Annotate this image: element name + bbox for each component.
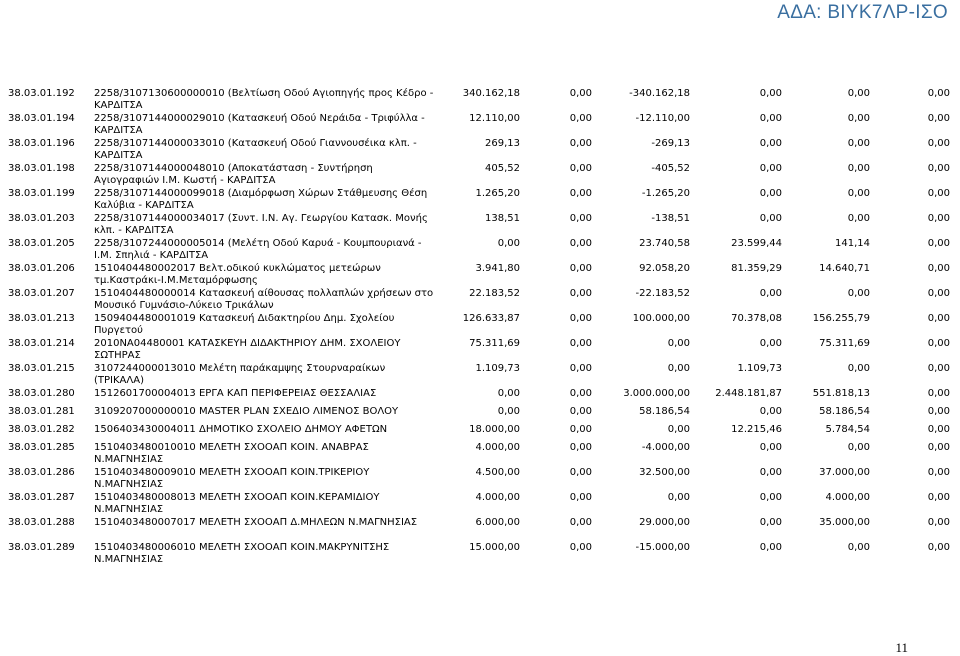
amount-cell-1: 0,00 <box>497 388 520 399</box>
table-row <box>6 388 952 406</box>
account-code-cell: 38.03.01.215 <box>8 363 75 374</box>
amount-cell-1: 22.183,52 <box>469 288 520 299</box>
amount-cell-3: 32.500,00 <box>639 467 690 478</box>
amount-cell-3: 23.740,58 <box>639 238 690 249</box>
amount-cell-2: 0,00 <box>569 442 592 453</box>
table-row <box>6 542 952 567</box>
table-row <box>6 442 952 467</box>
amount-cell-2: 0,00 <box>569 213 592 224</box>
account-code-cell: 38.03.01.196 <box>8 138 75 149</box>
table-row <box>6 492 952 517</box>
table-row <box>6 406 952 424</box>
amount-cell-2: 0,00 <box>569 313 592 324</box>
amount-cell-4: 0,00 <box>759 188 782 199</box>
amount-cell-2: 0,00 <box>569 188 592 199</box>
amount-cell-5: 35.000,00 <box>819 517 870 528</box>
amount-cell-4: 0,00 <box>759 406 782 417</box>
amount-cell-6: 0,00 <box>927 363 950 374</box>
amount-cell-4: 81.359,29 <box>731 263 782 274</box>
amount-cell-1: 269,13 <box>485 138 520 149</box>
table-row <box>6 363 952 388</box>
description-cell: 1510404480000014 Κατασκευή αίθουσας πολλαπλών χρήσεων στο Μουσικό Γυμνάσιο-Λύκειο Τρικάλων <box>94 288 434 311</box>
amount-cell-5: 4.000,00 <box>825 492 870 503</box>
table-row <box>6 213 952 238</box>
account-code-cell: 38.03.01.282 <box>8 424 75 435</box>
amount-cell-3: 3.000.000,00 <box>623 388 690 399</box>
account-code-cell: 38.03.01.281 <box>8 406 75 417</box>
amount-cell-5: 0,00 <box>847 138 870 149</box>
amount-cell-4: 0,00 <box>759 442 782 453</box>
amount-cell-5: 156.255,79 <box>812 313 870 324</box>
amount-cell-6: 0,00 <box>927 388 950 399</box>
page-number: 11 <box>895 640 908 655</box>
amount-cell-2: 0,00 <box>569 542 592 553</box>
description-cell: 1512601700004013 ΕΡΓΑ ΚΑΠ ΠΕΡΙΦΕΡΕΙΑΣ ΘΕΣΣΑΛΙΑΣ <box>94 388 377 399</box>
account-code-cell: 38.03.01.286 <box>8 467 75 478</box>
account-code-cell: 38.03.01.280 <box>8 388 75 399</box>
table-row <box>6 263 952 288</box>
description-cell: 1510403480009010 ΜΕΛΕΤΗ ΣΧΟΟΑΠ ΚΟΙΝ.ΤΡΙΚΕΡΙΟΥ Ν.ΜΑΓΝΗΣΙΑΣ <box>94 467 370 490</box>
amount-cell-6: 0,00 <box>927 88 950 99</box>
amount-cell-4: 0,00 <box>759 163 782 174</box>
amount-cell-5: 37.000,00 <box>819 467 870 478</box>
table-row <box>6 138 952 163</box>
document-ada-code: ΑΔΑ: ΒΙΥΚ7ΛΡ-ΙΣΟ <box>777 2 948 23</box>
table-row <box>6 88 952 113</box>
amount-cell-6: 0,00 <box>927 467 950 478</box>
amount-cell-5: 75.311,69 <box>819 338 870 349</box>
amount-cell-6: 0,00 <box>927 542 950 553</box>
table-row <box>6 188 952 213</box>
table-row <box>6 517 952 542</box>
budget-table <box>6 88 952 567</box>
amount-cell-4: 70.378,08 <box>731 313 782 324</box>
budget-table-body <box>6 88 952 567</box>
amount-cell-3: 0,00 <box>667 492 690 503</box>
account-code-cell: 38.03.01.285 <box>8 442 75 453</box>
amount-cell-2: 0,00 <box>569 88 592 99</box>
amount-cell-3: 100.000,00 <box>632 313 690 324</box>
amount-cell-4: 0,00 <box>759 113 782 124</box>
amount-cell-5: 0,00 <box>847 288 870 299</box>
table-row <box>6 313 952 338</box>
description-cell: 1510403480006010 ΜΕΛΕΤΗ ΣΧΟΟΑΠ ΚΟΙΝ.ΜΑΚΡΥΝΙΤΣΗΣ Ν.ΜΑΓΝΗΣΙΑΣ <box>94 542 390 565</box>
amount-cell-4: 0,00 <box>759 288 782 299</box>
table-row <box>6 467 952 492</box>
amount-cell-2: 0,00 <box>569 363 592 374</box>
description-cell: 2010ΝΑ04480001 ΚΑΤΑΣΚΕΥΗ ΔΙΔΑΚΤΗΡΙΟΥ ΔΗΜ. ΣΧΟΛΕΙΟΥ ΣΩΤΗΡΑΣ <box>94 338 401 361</box>
amount-cell-2: 0,00 <box>569 263 592 274</box>
table-row <box>6 163 952 188</box>
amount-cell-6: 0,00 <box>927 138 950 149</box>
amount-cell-6: 0,00 <box>927 188 950 199</box>
amount-cell-4: 12.215,46 <box>731 424 782 435</box>
amount-cell-1: 4.500,00 <box>475 467 520 478</box>
amount-cell-6: 0,00 <box>927 424 950 435</box>
amount-cell-5: 0,00 <box>847 113 870 124</box>
table-row <box>6 288 952 313</box>
amount-cell-6: 0,00 <box>927 517 950 528</box>
amount-cell-2: 0,00 <box>569 338 592 349</box>
amount-cell-5: 0,00 <box>847 442 870 453</box>
amount-cell-1: 0,00 <box>497 406 520 417</box>
amount-cell-6: 0,00 <box>927 263 950 274</box>
amount-cell-5: 0,00 <box>847 213 870 224</box>
amount-cell-3: -340.162,18 <box>629 88 690 99</box>
amount-cell-3: 58.186,54 <box>639 406 690 417</box>
table-row <box>6 238 952 263</box>
description-cell: 3109207000000010 MASTER PLAN ΣΧΕΔΙΟ ΛΙΜΕΝΟΣ ΒΟΛΟΥ <box>94 406 399 417</box>
description-cell: 2258/3107144000029010 (Κατασκευή Οδού Νεράιδα - Τριφύλλα - ΚΑΡΔΙΤΣΑ <box>94 113 425 136</box>
amount-cell-4: 0,00 <box>759 88 782 99</box>
description-cell: 3107244000013010 Μελέτη παράκαμψης Στουρναραίκων (ΤΡΙΚΑΛΑ) <box>94 363 386 386</box>
amount-cell-5: 0,00 <box>847 363 870 374</box>
description-cell: 1510403480008013 ΜΕΛΕΤΗ ΣΧΟΟΑΠ ΚΟΙΝ.ΚΕΡΑΜΙΔΙΟΥ Ν.ΜΑΓΝΗΣΙΑΣ <box>94 492 380 515</box>
description-cell: 2258/3107144000048010 (Αποκατάσταση - Συντήρηση Αγιογραφιών Ι.Μ. Κωστή - ΚΑΡΔΙΤΣΑ <box>94 163 373 186</box>
amount-cell-6: 0,00 <box>927 288 950 299</box>
amount-cell-1: 15.000,00 <box>469 542 520 553</box>
amount-cell-3: -4.000,00 <box>641 442 690 453</box>
amount-cell-1: 4.000,00 <box>475 492 520 503</box>
amount-cell-1: 18.000,00 <box>469 424 520 435</box>
table-row <box>6 424 952 442</box>
amount-cell-2: 0,00 <box>569 517 592 528</box>
amount-cell-5: 0,00 <box>847 188 870 199</box>
amount-cell-1: 0,00 <box>497 238 520 249</box>
amount-cell-6: 0,00 <box>927 313 950 324</box>
amount-cell-3: 92.058,20 <box>639 263 690 274</box>
amount-cell-2: 0,00 <box>569 238 592 249</box>
amount-cell-4: 1.109,73 <box>737 363 782 374</box>
account-code-cell: 38.03.01.199 <box>8 188 75 199</box>
amount-cell-1: 1.109,73 <box>475 363 520 374</box>
amount-cell-2: 0,00 <box>569 492 592 503</box>
amount-cell-2: 0,00 <box>569 467 592 478</box>
amount-cell-3: -269,13 <box>651 138 690 149</box>
amount-cell-1: 4.000,00 <box>475 442 520 453</box>
amount-cell-1: 12.110,00 <box>469 113 520 124</box>
description-cell: 1506403430004011 ΔΗΜΟΤΙΚΟ ΣΧΟΛΕΙΟ ΔΗΜΟΥ ΑΦΕΤΩΝ <box>94 424 388 435</box>
account-code-cell: 38.03.01.214 <box>8 338 75 349</box>
amount-cell-5: 0,00 <box>847 88 870 99</box>
amount-cell-4: 0,00 <box>759 467 782 478</box>
amount-cell-1: 1.265,20 <box>475 188 520 199</box>
amount-cell-2: 0,00 <box>569 163 592 174</box>
amount-cell-1: 126.633,87 <box>462 313 520 324</box>
amount-cell-1: 6.000,00 <box>475 517 520 528</box>
amount-cell-2: 0,00 <box>569 406 592 417</box>
amount-cell-1: 340.162,18 <box>462 88 520 99</box>
amount-cell-5: 5.784,54 <box>825 424 870 435</box>
account-code-cell: 38.03.01.206 <box>8 263 75 274</box>
amount-cell-5: 0,00 <box>847 163 870 174</box>
account-code-cell: 38.03.01.207 <box>8 288 75 299</box>
description-cell: 2258/3107144000034017 (Συντ. Ι.Ν. Αγ. Γεωργίου Κατασκ. Μονής κλπ. - ΚΑΡΔΙΤΣΑ <box>94 213 428 236</box>
amount-cell-3: 0,00 <box>667 424 690 435</box>
description-cell: 2258/3107144000099018 (Διαμόρφωση Χώρων Στάθμευσης Θέση Καλύβια - ΚΑΡΔΙΤΣΑ <box>94 188 428 211</box>
amount-cell-3: -15.000,00 <box>635 542 690 553</box>
table-row <box>6 113 952 138</box>
amount-cell-2: 0,00 <box>569 424 592 435</box>
amount-cell-3: -1.265,20 <box>641 188 690 199</box>
amount-cell-4: 0,00 <box>759 338 782 349</box>
amount-cell-4: 23.599,44 <box>731 238 782 249</box>
amount-cell-3: 29.000,00 <box>639 517 690 528</box>
amount-cell-5: 141,14 <box>835 238 870 249</box>
table-row <box>6 338 952 363</box>
amount-cell-6: 0,00 <box>927 113 950 124</box>
description-cell: 1510404480002017 Βελτ.οδικού κυκλώματος μετεώρων τμ.Καστράκι-Ι.Μ.Μεταμόρφωσης <box>94 263 381 286</box>
description-cell: 2258/3107144000033010 (Κατασκευή Οδού Γιαννουσέικα κλπ. - ΚΑΡΔΙΤΣΑ <box>94 138 417 161</box>
amount-cell-6: 0,00 <box>927 492 950 503</box>
account-code-cell: 38.03.01.198 <box>8 163 75 174</box>
amount-cell-3: -138,51 <box>651 213 690 224</box>
amount-cell-1: 75.311,69 <box>469 338 520 349</box>
amount-cell-4: 0,00 <box>759 213 782 224</box>
amount-cell-2: 0,00 <box>569 138 592 149</box>
account-code-cell: 38.03.01.213 <box>8 313 75 324</box>
amount-cell-4: 0,00 <box>759 542 782 553</box>
account-code-cell: 38.03.01.192 <box>8 88 75 99</box>
amount-cell-2: 0,00 <box>569 288 592 299</box>
amount-cell-4: 0,00 <box>759 517 782 528</box>
description-cell: 1510403480010010 ΜΕΛΕΤΗ ΣΧΟΟΑΠ ΚΟΙΝ. ΑΝΑΒΡΑΣ Ν.ΜΑΓΝΗΣΙΑΣ <box>94 442 369 465</box>
amount-cell-1: 138,51 <box>485 213 520 224</box>
amount-cell-4: 0,00 <box>759 138 782 149</box>
amount-cell-3: -22.183,52 <box>635 288 690 299</box>
description-cell: 2258/3107244000005014 (Μελέτη Οδού Καρυά - Κουμπουριανά - Ι.Μ. Σπηλιά - ΚΑΡΔΙΤΣΑ <box>94 238 422 261</box>
amount-cell-1: 405,52 <box>485 163 520 174</box>
amount-cell-4: 2.448.181,87 <box>715 388 782 399</box>
account-code-cell: 38.03.01.203 <box>8 213 75 224</box>
amount-cell-6: 0,00 <box>927 163 950 174</box>
amount-cell-6: 0,00 <box>927 213 950 224</box>
amount-cell-5: 58.186,54 <box>819 406 870 417</box>
account-code-cell: 38.03.01.287 <box>8 492 75 503</box>
amount-cell-3: -12.110,00 <box>635 113 690 124</box>
amount-cell-5: 0,00 <box>847 542 870 553</box>
account-code-cell: 38.03.01.288 <box>8 517 75 528</box>
amount-cell-6: 0,00 <box>927 442 950 453</box>
account-code-cell: 38.03.01.205 <box>8 238 75 249</box>
amount-cell-3: 0,00 <box>667 338 690 349</box>
amount-cell-1: 3.941,80 <box>475 263 520 274</box>
amount-cell-6: 0,00 <box>927 238 950 249</box>
amount-cell-2: 0,00 <box>569 388 592 399</box>
amount-cell-2: 0,00 <box>569 113 592 124</box>
amount-cell-3: 0,00 <box>667 363 690 374</box>
amount-cell-6: 0,00 <box>927 406 950 417</box>
account-code-cell: 38.03.01.289 <box>8 542 75 553</box>
amount-cell-5: 551.818,13 <box>812 388 870 399</box>
amount-cell-3: -405,52 <box>651 163 690 174</box>
amount-cell-5: 14.640,71 <box>819 263 870 274</box>
description-cell: 1509404480001019 Κατασκευή Διδακτηρίου Δημ. Σχολείου Πυργετού <box>94 313 395 336</box>
amount-cell-6: 0,00 <box>927 338 950 349</box>
amount-cell-4: 0,00 <box>759 492 782 503</box>
description-cell: 2258/3107130600000010 (Βελτίωση Οδού Αγιοπηγής προς Κέδρο - ΚΑΡΔΙΤΣΑ <box>94 88 434 111</box>
description-cell: 1510403480007017 ΜΕΛΕΤΗ ΣΧΟΟΑΠ Δ.ΜΗΛΕΩΝ Ν.ΜΑΓΝΗΣΙΑΣ <box>94 517 418 528</box>
account-code-cell: 38.03.01.194 <box>8 113 75 124</box>
